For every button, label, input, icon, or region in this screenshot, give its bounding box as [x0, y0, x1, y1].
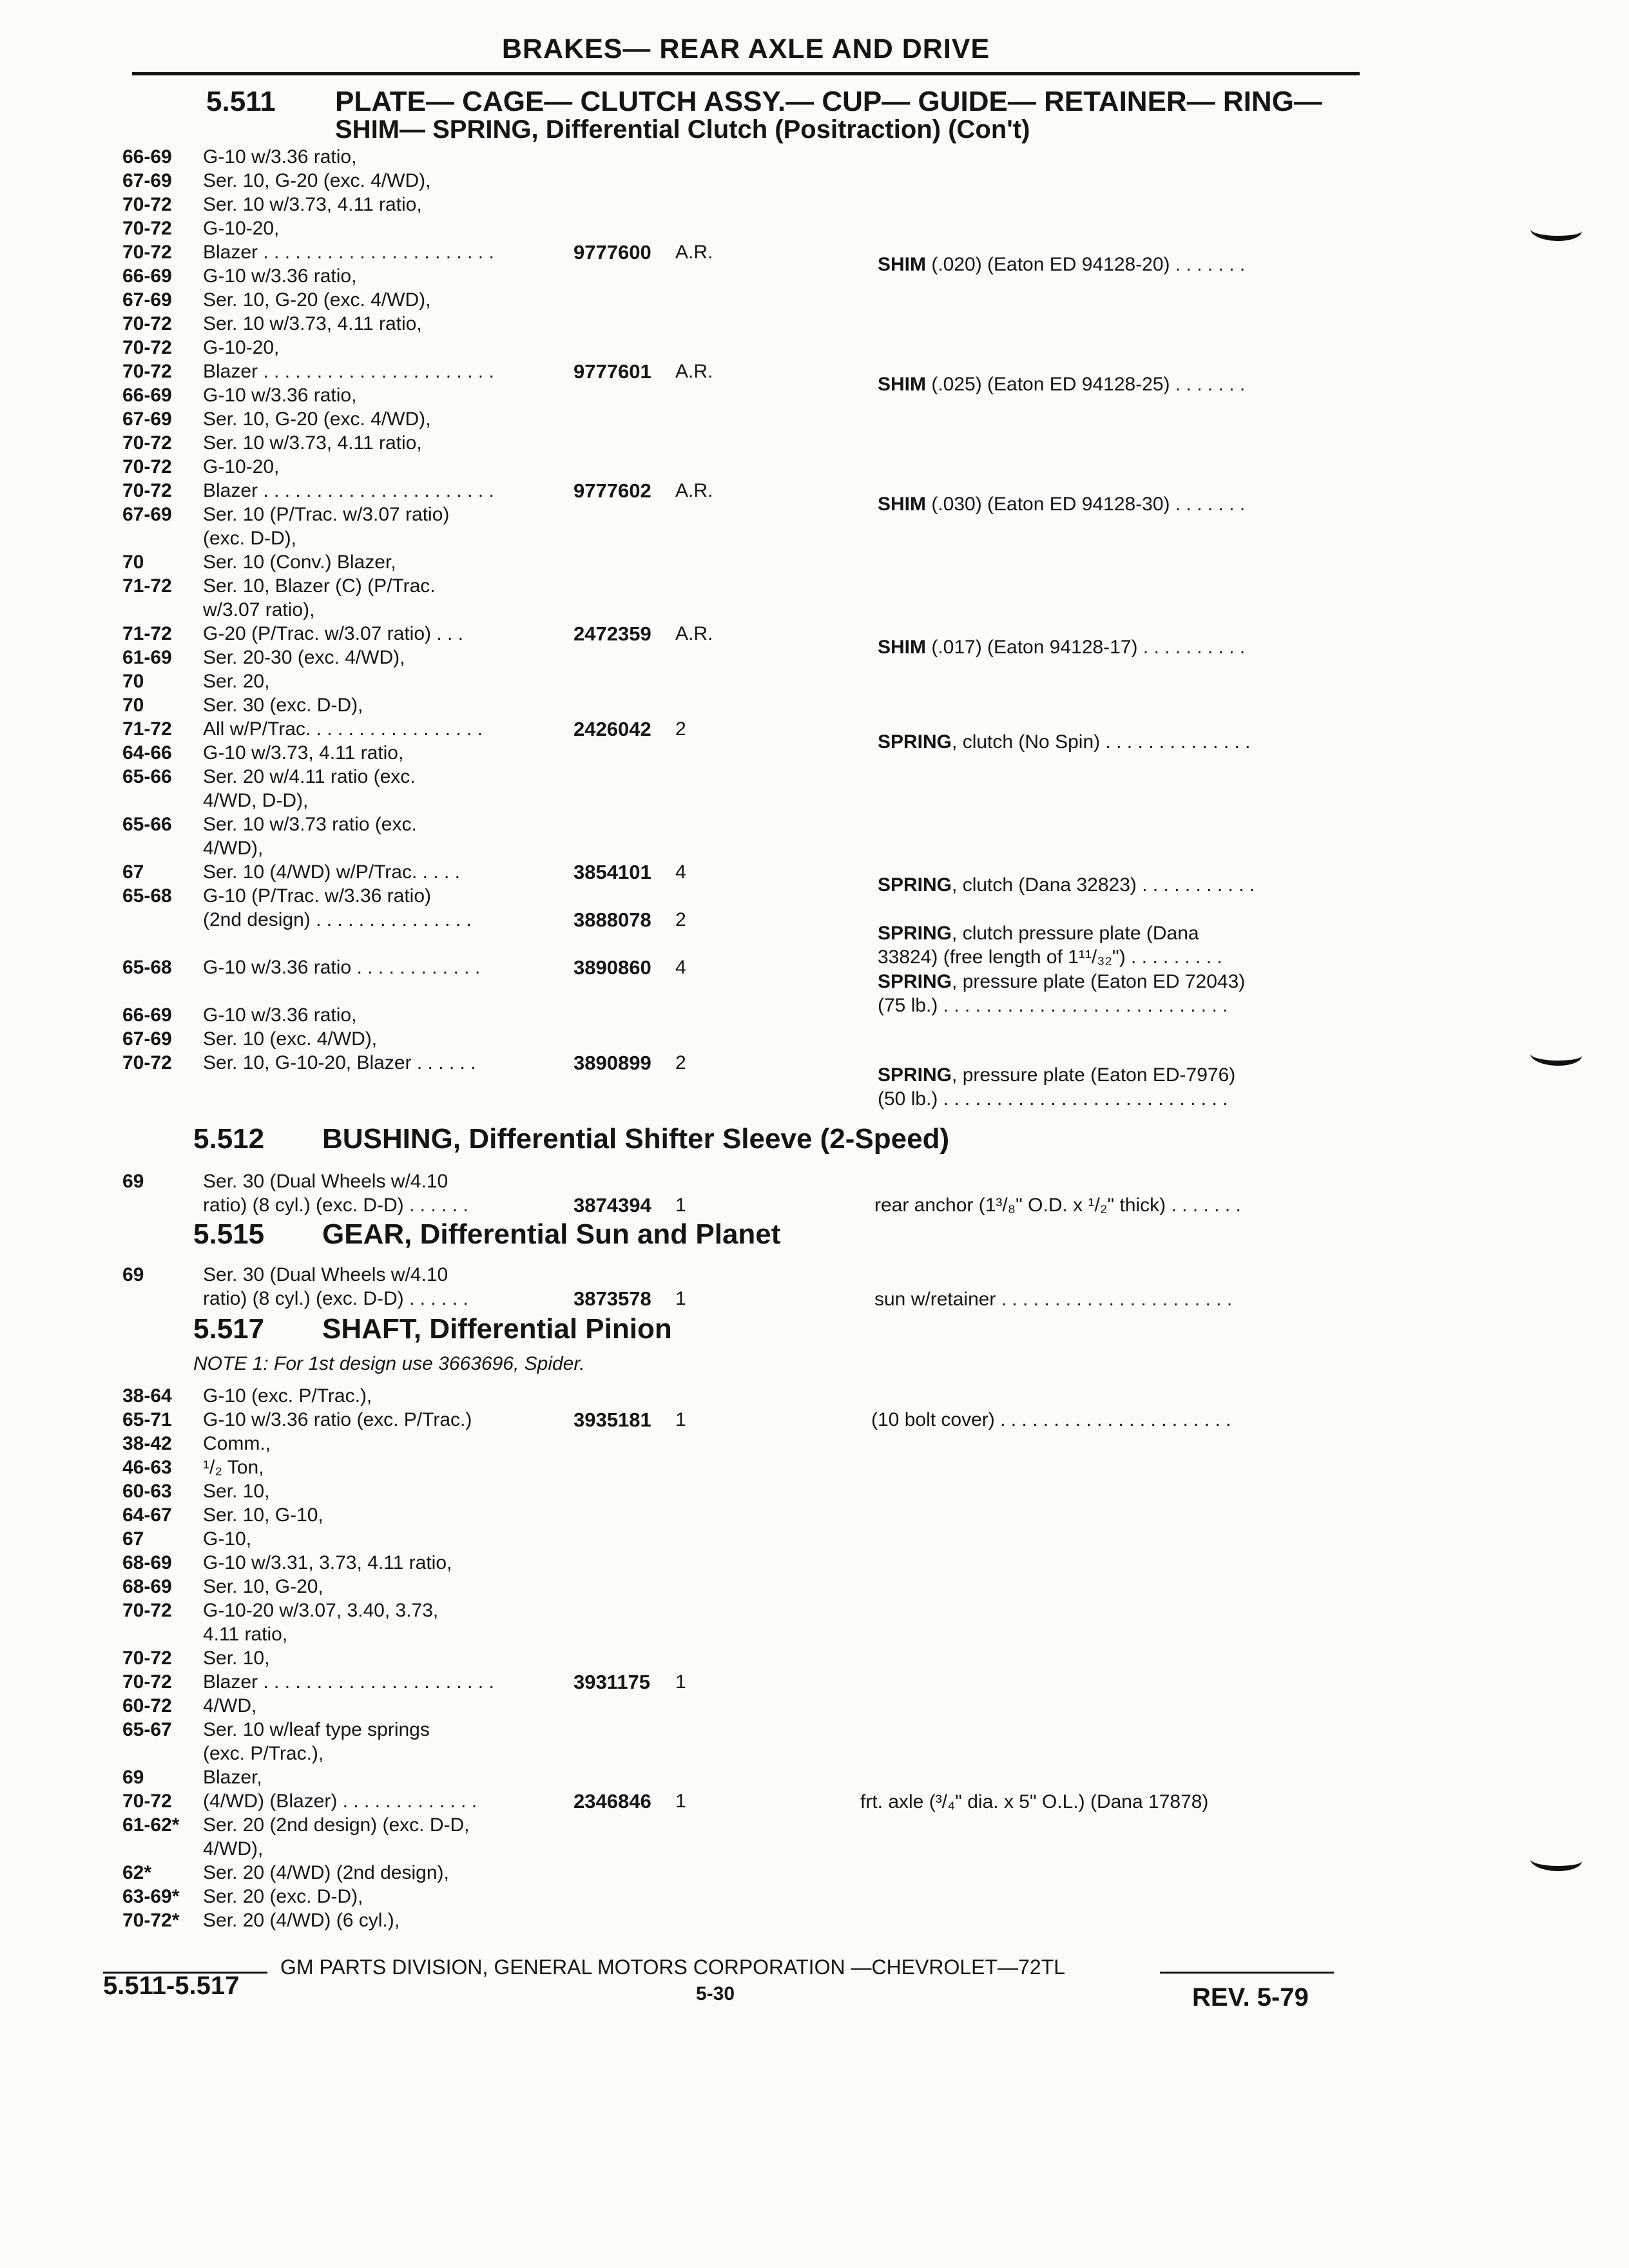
application-row	[122, 812, 767, 836]
application-row	[122, 669, 767, 693]
model-years: 70-72	[122, 432, 172, 454]
binder-mark	[1530, 219, 1582, 241]
application-row	[122, 455, 767, 479]
part-number: 2426042	[574, 718, 651, 740]
part-number: 9777602	[574, 479, 651, 502]
application-row	[122, 1694, 767, 1718]
application-text: Ser. 20 (4/WD) (2nd design),	[203, 1862, 449, 1883]
application-text: ¹/₂ Ton,	[203, 1457, 264, 1478]
application-text: Ser. 20 (exc. D-D),	[203, 1886, 363, 1907]
part-number: 3890860	[574, 956, 651, 979]
model-years: 61-69	[122, 647, 172, 668]
quantity: 1	[675, 1409, 686, 1430]
model-years: 70-72	[122, 1671, 172, 1693]
application-row	[122, 860, 767, 884]
model-years: 69	[122, 1767, 144, 1788]
application-row	[122, 979, 767, 1003]
part-number: 3874394	[574, 1194, 651, 1216]
application-row	[122, 1456, 767, 1479]
application-row	[122, 836, 767, 860]
application-row	[122, 1670, 767, 1694]
application-text: Ser. 10 w/3.73, 4.11 ratio,	[203, 432, 422, 454]
application-row	[122, 383, 767, 407]
model-years: 68-69	[122, 1576, 172, 1597]
section-title: BUSHING, Differential Shifter Sleeve (2-Speed)	[322, 1123, 950, 1155]
application-row	[122, 884, 767, 908]
application-row	[122, 1575, 767, 1599]
application-row	[122, 1599, 767, 1622]
application-row	[122, 479, 767, 503]
application-text: 4/WD),	[203, 838, 264, 859]
model-years: 65-68	[122, 957, 172, 978]
part-description: sun w/retainer . . . . . . . . . . . . . . . . . . . . . .	[874, 1289, 1233, 1310]
application-text: Ser. 10, G-20 (exc. 4/WD),	[203, 170, 431, 191]
page-number: 5-30	[696, 1983, 735, 2004]
application-row	[122, 503, 767, 526]
model-years: 70-72	[122, 1791, 172, 1812]
application-text: G-10-20 w/3.07, 3.40, 3.73,	[203, 1600, 439, 1621]
application-text: Ser. 20-30 (exc. 4/WD),	[203, 647, 405, 668]
application-row	[122, 789, 767, 812]
model-years: 62*	[122, 1862, 152, 1883]
application-row	[122, 932, 767, 956]
page-title: BRAKES— REAR AXLE AND DRIVE	[501, 34, 990, 64]
application-text: Blazer . . . . . . . . . . . . . . . . . . . . . .	[203, 361, 494, 382]
model-years: 70-72	[122, 1648, 172, 1669]
application-text: G-10-20,	[203, 337, 280, 358]
application-text: 4/WD,	[203, 1695, 257, 1716]
application-text: (exc. P/Trac.),	[203, 1743, 324, 1764]
part-number: 3873578	[574, 1287, 651, 1310]
application-row	[122, 1908, 767, 1932]
application-row	[122, 1384, 767, 1408]
model-years: 70	[122, 671, 144, 692]
part-number: 3890899	[574, 1052, 651, 1074]
application-text: Ser. 10 (Conv.) Blazer,	[203, 552, 396, 573]
binder-mark	[1530, 1044, 1582, 1066]
application-text: Ser. 10, G-20 (exc. 4/WD),	[203, 408, 431, 430]
section-5515-title	[193, 1220, 780, 1249]
application-row	[122, 1169, 767, 1193]
part-description: (75 lb.) . . . . . . . . . . . . . . . . . . . . . . . . . . .	[878, 995, 1228, 1016]
model-years: 71-72	[122, 575, 172, 597]
application-text: G-20 (P/Trac. w/3.07 ratio) . . .	[203, 623, 464, 644]
quantity: 4	[675, 861, 686, 883]
application-text: Ser. 10, G-20,	[203, 1576, 323, 1597]
part-description: (10 bolt cover) . . . . . . . . . . . . . . . . . . . . . .	[871, 1409, 1231, 1430]
application-row	[122, 1479, 767, 1503]
quantity: 2	[675, 718, 686, 740]
part-description: frt. axle (³/₄" dia. x 5" O.L.) (Dana 17878)	[860, 1791, 1209, 1812]
application-row	[122, 407, 767, 431]
application-row	[122, 1789, 767, 1813]
quantity: A.R.	[675, 480, 713, 501]
part-number: 3931175	[574, 1671, 650, 1693]
part-description: SHIM (.025) (Eaton ED 94128-25) . . . . . . .	[878, 374, 1246, 395]
model-years: 69	[122, 1264, 144, 1285]
model-years: 67-69	[122, 289, 172, 311]
application-text: Ser. 20 w/4.11 ratio (exc.	[203, 766, 416, 787]
application-row	[122, 145, 767, 169]
application-row	[122, 360, 767, 383]
part-number: 9777600	[574, 241, 651, 264]
application-row	[122, 1765, 767, 1789]
quantity: 1	[675, 1791, 686, 1812]
section-5517-title	[193, 1314, 672, 1344]
model-years: 67-69	[122, 1028, 172, 1050]
application-row	[122, 1503, 767, 1527]
part-number: 3935181	[574, 1408, 651, 1431]
application-row	[122, 1432, 767, 1456]
application-text: Ser. 20 (4/WD) (6 cyl.),	[203, 1910, 400, 1931]
section-title: SHAFT, Differential Pinion	[322, 1313, 672, 1345]
application-text: Blazer,	[203, 1767, 262, 1788]
application-row	[122, 1718, 767, 1742]
application-text: Ser. 10 w/3.73, 4.11 ratio,	[203, 313, 422, 334]
application-row	[122, 598, 767, 622]
model-years: 66-69	[122, 265, 172, 287]
application-row	[122, 956, 767, 979]
application-text: Ser. 10, Blazer (C) (P/Trac.	[203, 575, 436, 597]
application-row	[122, 1027, 767, 1051]
application-text: Ser. 10,	[203, 1481, 270, 1502]
quantity: A.R.	[675, 242, 713, 263]
footer-publisher: GM PARTS DIVISION, GENERAL MOTORS CORPORATION —CHEVROLET—72TL	[280, 1956, 1065, 1979]
application-row	[122, 288, 767, 312]
model-years: 70	[122, 552, 144, 573]
application-row	[122, 169, 767, 193]
application-row	[122, 1051, 767, 1075]
application-text: (2nd design) . . . . . . . . . . . . . . .	[203, 909, 472, 930]
part-description: SHIM (.030) (Eaton ED 94128-30) . . . . . . .	[878, 494, 1246, 515]
application-row	[122, 336, 767, 360]
application-text: 4.11 ratio,	[203, 1624, 288, 1645]
model-years: 65-67	[122, 1719, 172, 1740]
application-text: G-10 w/3.73, 4.11 ratio,	[203, 742, 404, 764]
model-years: 70-72	[122, 242, 172, 263]
part-description: SHIM (.020) (Eaton ED 94128-20) . . . . . . .	[878, 254, 1246, 275]
application-text: Blazer . . . . . . . . . . . . . . . . . . . . . .	[203, 480, 494, 501]
model-years: 70-72	[122, 218, 172, 239]
model-years: 70-72	[122, 480, 172, 501]
model-years: 67-69	[122, 170, 172, 191]
model-years: 65-66	[122, 766, 172, 787]
quantity: A.R.	[675, 623, 713, 644]
part-description: SPRING, clutch (Dana 32823) . . . . . . . . . . .	[878, 874, 1255, 896]
application-text: Ser. 30 (exc. D-D),	[203, 695, 363, 716]
application-row	[122, 646, 767, 669]
model-years: 64-67	[122, 1504, 172, 1526]
model-years: 70-72	[122, 337, 172, 358]
section-number: 5.512	[193, 1123, 265, 1155]
section-5512-title	[193, 1124, 949, 1154]
application-text: All w/P/Trac. . . . . . . . . . . . . . . . .	[203, 718, 483, 740]
model-years: 70-72	[122, 313, 172, 334]
quantity: 1	[675, 1195, 686, 1216]
section-5511-subtitle: SHIM— SPRING, Differential Clutch (Positraction) (Con't)	[335, 115, 1030, 144]
model-years: 63-69*	[122, 1886, 180, 1907]
application-row	[122, 765, 767, 789]
application-row	[122, 1622, 767, 1646]
model-years: 70-72*	[122, 1910, 180, 1931]
application-text: Ser. 30 (Dual Wheels w/4.10	[203, 1171, 448, 1192]
application-text: Ser. 10 w/3.73, 4.11 ratio,	[203, 194, 422, 215]
model-years: 71-72	[122, 623, 172, 644]
binder-mark	[1530, 1849, 1582, 1871]
application-row	[122, 264, 767, 288]
application-row	[122, 908, 767, 932]
application-text: Ser. 10,	[203, 1648, 270, 1669]
part-number: 3854101	[574, 861, 651, 883]
application-text: Ser. 30 (Dual Wheels w/4.10	[203, 1264, 448, 1285]
model-years: 46-63	[122, 1457, 172, 1478]
section-number: 5.515	[193, 1218, 265, 1250]
part-description: SPRING, clutch (No Spin) . . . . . . . . . . . . . .	[878, 731, 1251, 753]
quantity: 4	[675, 957, 686, 978]
application-row	[122, 1646, 767, 1670]
model-years: 67-69	[122, 504, 172, 525]
application-text: Ser. 10, G-10-20, Blazer . . . . . .	[203, 1052, 476, 1073]
application-text: w/3.07 ratio),	[203, 599, 315, 620]
model-years: 65-71	[122, 1409, 172, 1430]
application-row	[122, 1742, 767, 1765]
part-description: SPRING, pressure plate (Eaton ED-7976)	[878, 1064, 1236, 1086]
part-number: 9777601	[574, 360, 651, 383]
application-text: ratio) (8 cyl.) (exc. D-D) . . . . . .	[203, 1288, 468, 1309]
application-text: Ser. 10 (4/WD) w/P/Trac. . . . .	[203, 861, 460, 883]
application-row	[122, 693, 767, 717]
model-years: 68-69	[122, 1552, 172, 1573]
section-number: 5.511	[206, 86, 276, 117]
application-text: Blazer . . . . . . . . . . . . . . . . . . . . . .	[203, 242, 494, 263]
application-text: G-10-20,	[203, 456, 280, 477]
application-text: G-10 w/3.36 ratio,	[203, 385, 357, 406]
model-years: 70-72	[122, 456, 172, 477]
model-years: 71-72	[122, 718, 172, 740]
application-text: G-10 w/3.36 ratio (exc. P/Trac.)	[203, 1409, 472, 1430]
application-text: G-10,	[203, 1528, 252, 1550]
part-number: 2472359	[574, 622, 651, 645]
model-years: 66-69	[122, 1004, 172, 1026]
application-text: Blazer . . . . . . . . . . . . . . . . . . . . . .	[203, 1671, 494, 1693]
application-text: G-10 w/3.36 ratio,	[203, 265, 357, 287]
footer-rule-right	[1160, 1972, 1334, 1974]
application-row	[122, 622, 767, 646]
quantity: 2	[675, 1052, 686, 1073]
application-text: G-10 w/3.36 ratio,	[203, 1004, 357, 1026]
model-years: 38-64	[122, 1385, 172, 1407]
section-5511-title	[206, 87, 1322, 117]
application-text: G-10 w/3.31, 3.73, 4.11 ratio,	[203, 1552, 452, 1573]
application-row	[122, 1527, 767, 1551]
quantity: 1	[675, 1671, 686, 1693]
application-row	[122, 1193, 767, 1217]
application-row	[122, 1837, 767, 1861]
application-text: Ser. 10 w/3.73 ratio (exc.	[203, 814, 417, 835]
model-years: 66-69	[122, 385, 172, 406]
model-years: 65-68	[122, 885, 172, 907]
model-years: 70-72	[122, 361, 172, 382]
application-row	[122, 240, 767, 264]
application-text: Ser. 10 w/leaf type springs	[203, 1719, 430, 1740]
part-number: 3888078	[574, 908, 651, 931]
application-text: 4/WD),	[203, 1838, 264, 1860]
application-row	[122, 1003, 767, 1027]
application-row	[122, 193, 767, 216]
model-years: 70-72	[122, 1600, 172, 1621]
application-row	[122, 1885, 767, 1908]
application-row	[122, 526, 767, 550]
application-text: Comm.,	[203, 1433, 271, 1454]
model-years: 69	[122, 1171, 144, 1192]
application-row	[122, 717, 767, 741]
application-text: (exc. D-D),	[203, 528, 296, 549]
application-text: Ser. 10 (P/Trac. w/3.07 ratio)	[203, 504, 450, 525]
model-years: 66-69	[122, 146, 172, 168]
application-text: G-10 w/3.36 ratio . . . . . . . . . . . .	[203, 957, 481, 978]
section-title-line1: PLATE— CAGE— CLUTCH ASSY.— CUP— GUIDE— RETAINER— RING—	[335, 86, 1322, 117]
application-row	[122, 1551, 767, 1575]
application-text: (4/WD) (Blazer) . . . . . . . . . . . . .	[203, 1791, 477, 1812]
application-row	[122, 312, 767, 336]
application-row	[122, 574, 767, 598]
model-years: 67	[122, 861, 144, 883]
application-text: Ser. 20,	[203, 671, 270, 692]
model-years: 70-72	[122, 1052, 172, 1073]
footer-section-range: 5.511-5.517	[103, 1972, 240, 2000]
quantity: A.R.	[675, 361, 713, 382]
model-years: 65-66	[122, 814, 172, 835]
section-title: GEAR, Differential Sun and Planet	[322, 1218, 781, 1250]
model-years: 67-69	[122, 408, 172, 430]
application-text: Ser. 20 (2nd design) (exc. D-D,	[203, 1814, 470, 1836]
part-description: SPRING, clutch pressure plate (Dana	[878, 923, 1199, 944]
model-years: 61-62*	[122, 1814, 180, 1836]
part-description: SPRING, pressure plate (Eaton ED 72043)	[878, 971, 1246, 992]
application-text: G-10 w/3.36 ratio,	[203, 146, 357, 168]
model-years: 67	[122, 1528, 144, 1550]
quantity: 1	[675, 1288, 686, 1309]
application-row	[122, 1287, 767, 1311]
application-row	[122, 216, 767, 240]
application-row	[122, 1861, 767, 1885]
header-rule	[132, 72, 1360, 75]
application-text: Ser. 10, G-10,	[203, 1504, 323, 1526]
model-years: 60-72	[122, 1695, 172, 1716]
application-row	[122, 431, 767, 455]
part-number: 2346846	[574, 1790, 651, 1812]
application-row	[122, 1263, 767, 1287]
section-number: 5.517	[193, 1313, 265, 1345]
model-years: 64-66	[122, 742, 172, 764]
part-description: (50 lb.) . . . . . . . . . . . . . . . . . . . . . . . . . . .	[878, 1088, 1228, 1110]
revision-label: REV. 5-79	[1192, 1983, 1309, 2012]
model-years: 60-63	[122, 1481, 172, 1502]
application-row	[122, 741, 767, 765]
section-note: NOTE 1: For 1st design use 3663696, Spider.	[193, 1353, 585, 1374]
application-row	[122, 550, 767, 574]
application-text: G-10 (exc. P/Trac.),	[203, 1385, 372, 1407]
model-years: 70	[122, 695, 144, 716]
part-description: 33824) (free length of 1¹¹/₃₂") . . . . . . . . .	[878, 947, 1222, 968]
application-text: Ser. 10 (exc. 4/WD),	[203, 1028, 378, 1050]
application-text: Ser. 10, G-20 (exc. 4/WD),	[203, 289, 431, 311]
model-years: 70-72	[122, 194, 172, 215]
application-text: 4/WD, D-D),	[203, 790, 309, 811]
application-row	[122, 1408, 767, 1432]
model-years: 38-42	[122, 1433, 172, 1454]
part-description: rear anchor (1³/₈" O.D. x ¹/₂" thick) . . . . . . .	[874, 1195, 1241, 1216]
application-text: G-10-20,	[203, 218, 280, 239]
part-description: SHIM (.017) (Eaton 94128-17) . . . . . . . . . .	[878, 637, 1246, 658]
application-text: ratio) (8 cyl.) (exc. D-D) . . . . . .	[203, 1195, 468, 1216]
application-text: G-10 (P/Trac. w/3.36 ratio)	[203, 885, 431, 907]
quantity: 2	[675, 909, 686, 930]
application-row	[122, 1813, 767, 1837]
